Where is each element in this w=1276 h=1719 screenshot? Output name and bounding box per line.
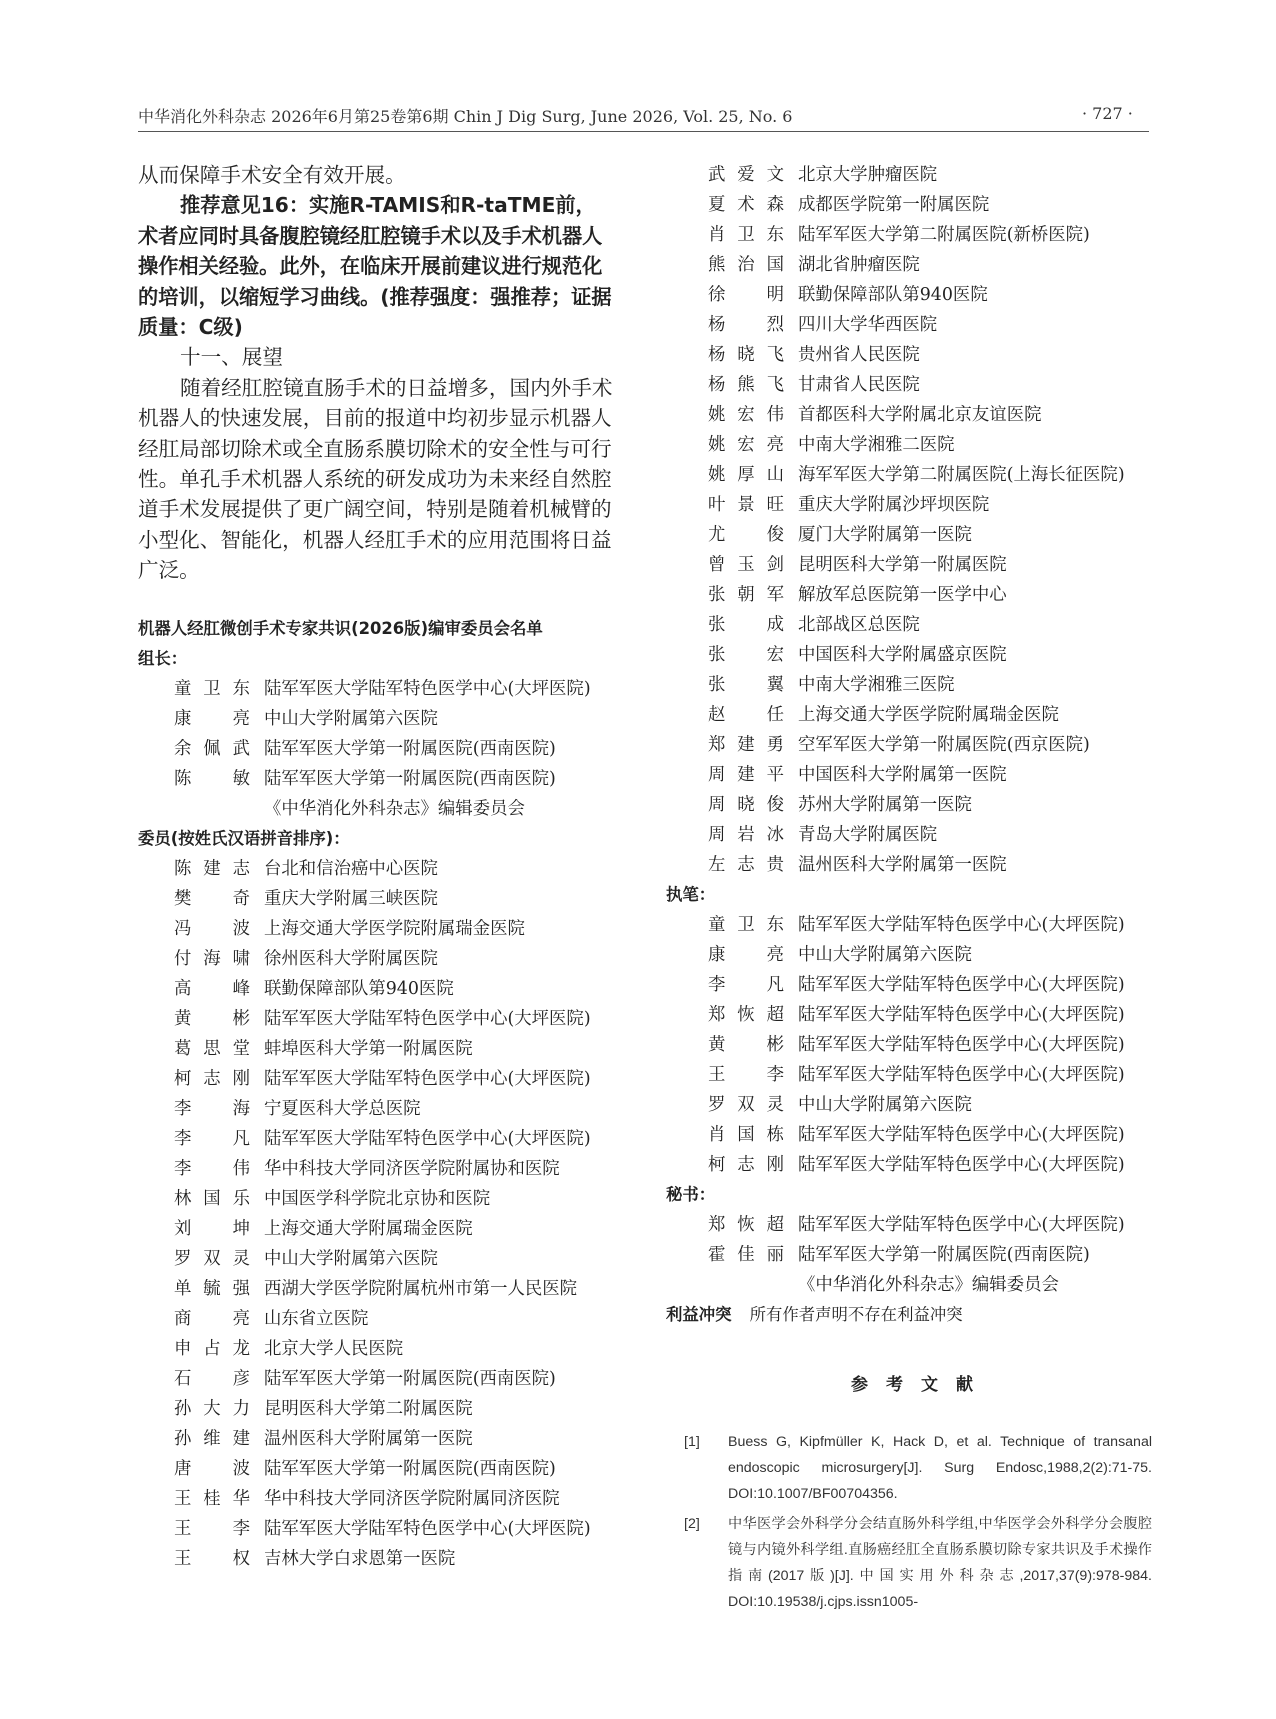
member-affiliation: 厦门大学附属第一医院 [798,525,972,545]
member-name: 李凡 [708,975,784,995]
coi-text: 所有作者声明不存在利益冲突 [749,1305,963,1324]
member-affiliation: 陆军军医大学陆军特色医学中心(大坪医院) [798,1125,1125,1145]
member-affiliation: 温州医科大学附属第一医院 [264,1428,473,1449]
member-name: 黄彬 [174,1008,250,1029]
member-affiliation: 贵州省人民医院 [798,345,920,365]
member-name: 申占龙 [174,1338,250,1359]
member-row [174,1484,614,1514]
member-name: 康亮 [174,708,250,729]
member-affiliation: 海军军医大学第二附属医院(上海长征医院) [798,465,1125,485]
member-affiliation: 中山大学附属第六医院 [264,708,438,729]
member-name: 黄彬 [708,1035,784,1055]
member-row [708,1030,1152,1060]
member-affiliation: 陆军军医大学陆军特色医学中心(大坪医院) [798,1065,1125,1085]
member-row [174,1394,614,1424]
member-row [708,610,1152,640]
member-affiliation: 空军军医大学第一附属医院(西京医院) [798,735,1090,755]
reference-item [672,1429,1152,1507]
member-name: 李伟 [174,1158,250,1179]
member-affiliation: 台北和信治癌中心医院 [264,858,438,879]
secretaries-extra: 《中华消化外科杂志》编辑委员会 [798,1275,1059,1295]
member-row [174,914,614,944]
member-row [174,1154,614,1184]
member-row [174,1214,614,1244]
member-row [174,1274,614,1304]
member-affiliation: 陆军军医大学陆军特色医学中心(大坪医院) [798,1215,1125,1235]
member-affiliation: 四川大学华西医院 [798,315,938,335]
member-row [708,1090,1152,1120]
member-row [708,1150,1152,1180]
member-row [174,1304,614,1334]
member-row [708,340,1152,370]
member-affiliation: 陆军军医大学第一附属医院(西南医院) [264,738,556,759]
member-row [708,850,1152,880]
member-name: 童卫东 [174,678,250,699]
member-name: 张朝军 [708,585,784,605]
member-row [708,520,1152,550]
member-row [708,820,1152,850]
member-row [708,1060,1152,1090]
member-affiliation: 徐州医科大学附属医院 [264,948,438,969]
member-name: 陈建志 [174,858,250,879]
member-name: 武爱文 [708,165,784,185]
member-name: 姚宏伟 [708,405,784,425]
member-name: 姚厚山 [708,465,784,485]
member-name: 郑建勇 [708,735,784,755]
member-row [174,764,614,794]
member-affiliation: 陆军军医大学第一附属医院(西南医院) [264,1368,556,1389]
member-affiliation: 陆军军医大学陆军特色医学中心(大坪医院) [264,1068,591,1089]
member-row [174,1124,614,1154]
member-row [708,490,1152,520]
member-name: 唐波 [174,1458,250,1479]
member-affiliation: 湖北省肿瘤医院 [798,255,920,275]
member-affiliation: 陆军军医大学陆军特色医学中心(大坪医院) [798,975,1125,995]
member-name: 林国乐 [174,1188,250,1209]
member-affiliation: 中南大学湘雅二医院 [798,435,955,455]
members-list-left [138,854,614,1574]
member-name: 杨熊飞 [708,375,784,395]
member-row [708,550,1152,580]
member-name: 柯志刚 [174,1068,250,1089]
member-name: 刘坤 [174,1218,250,1239]
member-row [708,160,1152,190]
reference-text: 中华医学会外科学分会结直肠外科学组,中华医学会外科学分会腹腔镜与内镜外科学组.直肠癌经肛全直肠系膜切除专家共识及手术操作指南(2017版)[J].中国实用外科杂志,2017,37(9):978-984. DOI:10.19538/j.cjps.issn1005- [728,1516,1152,1610]
member-row [708,760,1152,790]
member-row [174,704,614,734]
member-affiliation: 联勤保障部队第940医院 [264,978,454,999]
secretaries-list [672,1210,1152,1270]
member-row [174,1514,614,1544]
member-row [174,674,614,704]
reference-item [672,1511,1152,1615]
member-row [708,940,1152,970]
member-row [708,250,1152,280]
member-row [708,700,1152,730]
reference-number: [1] [684,1434,700,1450]
member-row [708,790,1152,820]
member-name: 夏术森 [708,195,784,215]
writers-label: 执笔： [666,885,716,904]
member-affiliation: 上海交通大学附属瑞金医院 [264,1218,473,1239]
member-name: 李凡 [174,1128,250,1149]
member-name: 商亮 [174,1308,250,1329]
members-label: 委员(按姓氏汉语拼音排序)： [138,828,350,848]
member-affiliation: 吉林大学白求恩第一医院 [264,1548,456,1569]
member-affiliation: 中山大学附属第六医院 [798,945,972,965]
member-affiliation: 中山大学附属第六医院 [798,1095,972,1115]
members-list-right [672,160,1152,880]
member-name: 徐明 [708,285,784,305]
member-affiliation: 上海交通大学医学院附属瑞金医院 [264,918,525,939]
member-row [174,944,614,974]
running-head: 中华消化外科杂志 2026年6月第25卷第6期 Chin J Dig Surg, June 2026, Vol. 25, No. 6 [138,107,793,126]
member-affiliation: 华中科技大学同济医学院附属同济医院 [264,1488,560,1509]
member-row [174,974,614,1004]
member-affiliation: 山东省立医院 [264,1308,369,1329]
member-row [708,280,1152,310]
member-row [708,670,1152,700]
member-name: 冯波 [174,918,250,939]
member-name: 单毓强 [174,1278,250,1299]
member-row [708,970,1152,1000]
member-name: 熊治国 [708,255,784,275]
member-affiliation: 解放军总医院第一医学中心 [798,585,1007,605]
member-name: 孙维建 [174,1428,250,1449]
coi-label: 利益冲突 [666,1305,732,1324]
member-affiliation: 苏州大学附属第一医院 [798,795,972,815]
member-affiliation: 陆军军医大学陆军特色医学中心(大坪医院) [798,1035,1125,1055]
member-row [708,1240,1152,1270]
references-list [672,1429,1152,1615]
member-name: 康亮 [708,945,784,965]
member-name: 肖国栋 [708,1125,784,1145]
member-name: 周建平 [708,765,784,785]
member-row [174,1004,614,1034]
member-affiliation: 甘肃省人民医院 [798,375,920,395]
member-affiliation: 中山大学附属第六医院 [264,1248,438,1269]
member-affiliation: 中国医学科学院北京协和医院 [264,1188,491,1209]
member-row [174,1454,614,1484]
member-row [174,1424,614,1454]
member-affiliation: 首都医科大学附属北京友谊医院 [798,405,1042,425]
member-name: 童卫东 [708,915,784,935]
member-name: 罗双灵 [174,1248,250,1269]
member-affiliation: 联勤保障部队第940医院 [798,285,988,305]
member-row [708,580,1152,610]
member-name: 姚宏亮 [708,435,784,455]
member-name: 孙大力 [174,1398,250,1419]
leaders-list [138,674,614,794]
member-name: 柯志刚 [708,1155,784,1175]
member-name: 肖卫东 [708,225,784,245]
member-row [174,1544,614,1574]
member-affiliation: 陆军军医大学陆军特色医学中心(大坪医院) [264,1128,591,1149]
member-name: 周晓俊 [708,795,784,815]
member-affiliation: 陆军军医大学陆军特色医学中心(大坪医院) [264,678,591,699]
member-affiliation: 上海交通大学医学院附属瑞金医院 [798,705,1059,725]
member-row [174,734,614,764]
member-row [708,400,1152,430]
member-name: 曾玉剑 [708,555,784,575]
member-affiliation: 北京大学肿瘤医院 [798,165,938,185]
member-row [708,640,1152,670]
member-affiliation: 重庆大学附属沙坪坝医院 [798,495,990,515]
member-name: 尤俊 [708,525,784,545]
member-name: 王李 [708,1065,784,1085]
member-affiliation: 陆军军医大学第一附属医院(西南医院) [798,1245,1090,1265]
member-affiliation: 重庆大学附属三峡医院 [264,888,438,909]
member-name: 郑恢超 [708,1215,784,1235]
leaders-extra: 《中华消化外科杂志》编辑委员会 [264,798,525,819]
member-name: 葛思堂 [174,1038,250,1059]
member-name: 左志贵 [708,855,784,875]
member-name: 付海啸 [174,948,250,969]
member-name: 杨晓飞 [708,345,784,365]
references-title: 参考文献 [851,1375,991,1395]
member-row [174,1364,614,1394]
member-affiliation: 温州医科大学附属第一医院 [798,855,1007,875]
continuation-paragraph: 从而保障手术安全有效开展。 [138,163,406,187]
member-affiliation: 陆军军医大学陆军特色医学中心(大坪医院) [798,915,1125,935]
member-row [708,910,1152,940]
member-name: 樊奇 [174,888,250,909]
member-affiliation: 中国医科大学附属盛京医院 [798,645,1007,665]
leaders-label: 组长： [138,648,188,668]
conflict-of-interest [666,1300,1152,1330]
member-affiliation: 华中科技大学同济医学院附属协和医院 [264,1158,560,1179]
member-row [174,884,614,914]
member-affiliation: 昆明医科大学第一附属医院 [798,555,1007,575]
member-name: 张宏 [708,645,784,665]
member-affiliation: 中国医科大学附属第一医院 [798,765,1007,785]
header-rule [138,131,1149,132]
member-name: 霍佳丽 [708,1245,784,1265]
member-name: 周岩冰 [708,825,784,845]
member-name: 陈敏 [174,768,250,789]
reference-text: Buess G, Kipfmüller K, Hack D, et al. Technique of transanal endoscopic microsurgery[J]. Surg Endosc,1988,2(2):71-75. DOI:10.1007/BF00704356. [728,1434,1152,1502]
member-affiliation: 陆军军医大学陆军特色医学中心(大坪医院) [798,1155,1125,1175]
member-row [708,310,1152,340]
reference-number: [2] [684,1516,700,1532]
member-name: 王桂华 [174,1488,250,1509]
member-row [174,1034,614,1064]
section-title-outlook: 十一、展望 [180,345,283,370]
member-name: 张翼 [708,675,784,695]
outlook-paragraph: 随着经肛腔镜直肠手术的日益增多，国内外手术机器人的快速发展，目前的报道中均初步显示机器人经肛局部切除术或全直肠系膜切除术的安全性与可行性。单孔手术机器人系统的研发成功为未来经自然腔道手术发展提供了更广阔空间，特别是随着机械臂的小型化、智能化，机器人经肛手术的应用范围将日益广泛。 [138,375,613,583]
left-column [138,160,614,1574]
member-name: 郑恢超 [708,1005,784,1025]
member-name: 赵任 [708,705,784,725]
member-affiliation: 陆军军医大学第一附属医院(西南医院) [264,768,556,789]
member-row [174,1094,614,1124]
member-affiliation: 北部战区总医院 [798,615,920,635]
committee-title: 机器人经肛微创手术专家共识(2026版)编审委员会名单 [138,618,543,638]
member-row [708,1210,1152,1240]
member-row [708,220,1152,250]
member-affiliation: 中南大学湘雅三医院 [798,675,955,695]
page-number: · 727 · [1082,104,1133,123]
member-affiliation: 陆军军医大学陆军特色医学中心(大坪医院) [264,1518,591,1539]
member-name: 罗双灵 [708,1095,784,1115]
member-affiliation: 陆军军医大学第一附属医院(西南医院) [264,1458,556,1479]
member-affiliation: 北京大学人民医院 [264,1338,404,1359]
member-row [708,370,1152,400]
member-name: 杨烈 [708,315,784,335]
member-name: 王李 [174,1518,250,1539]
member-row [708,1000,1152,1030]
member-affiliation: 蚌埠医科大学第一附属医院 [264,1038,473,1059]
member-row [174,1334,614,1364]
member-row [708,460,1152,490]
writers-list [672,910,1152,1180]
member-name: 王权 [174,1548,250,1569]
member-name: 石彦 [174,1368,250,1389]
member-row [708,190,1152,220]
member-name: 李海 [174,1098,250,1119]
member-affiliation: 成都医学院第一附属医院 [798,195,990,215]
member-row [708,1120,1152,1150]
member-affiliation: 西湖大学医学院附属杭州市第一人民医院 [264,1278,578,1299]
member-affiliation: 宁夏医科大学总医院 [264,1098,421,1119]
member-name: 余佩武 [174,738,250,759]
member-row [708,430,1152,460]
member-name: 张成 [708,615,784,635]
member-row [708,730,1152,760]
secretaries-label: 秘书： [666,1185,716,1204]
member-affiliation: 青岛大学附属医院 [798,825,938,845]
member-affiliation: 昆明医科大学第二附属医院 [264,1398,473,1419]
right-column [666,160,1152,1619]
member-affiliation: 陆军军医大学第二附属医院(新桥医院) [798,225,1090,245]
member-name: 高峰 [174,978,250,999]
member-row [174,1184,614,1214]
member-row [174,1064,614,1094]
member-affiliation: 陆军军医大学陆军特色医学中心(大坪医院) [798,1005,1125,1025]
member-row [174,854,614,884]
member-affiliation: 陆军军医大学陆军特色医学中心(大坪医院) [264,1008,591,1029]
member-name: 叶景旺 [708,495,784,515]
recommendation-16: 推荐意见16：实施R-TAMIS和R-taTME前，术者应同时具备腹腔镜经肛腔镜手术以及手术机器人操作相关经验。此外，在临床开展前建议进行规范化的培训，以缩短学习曲线。(推荐强度：强推荐；证据质量：C级) [138,193,612,340]
member-row [174,1244,614,1274]
